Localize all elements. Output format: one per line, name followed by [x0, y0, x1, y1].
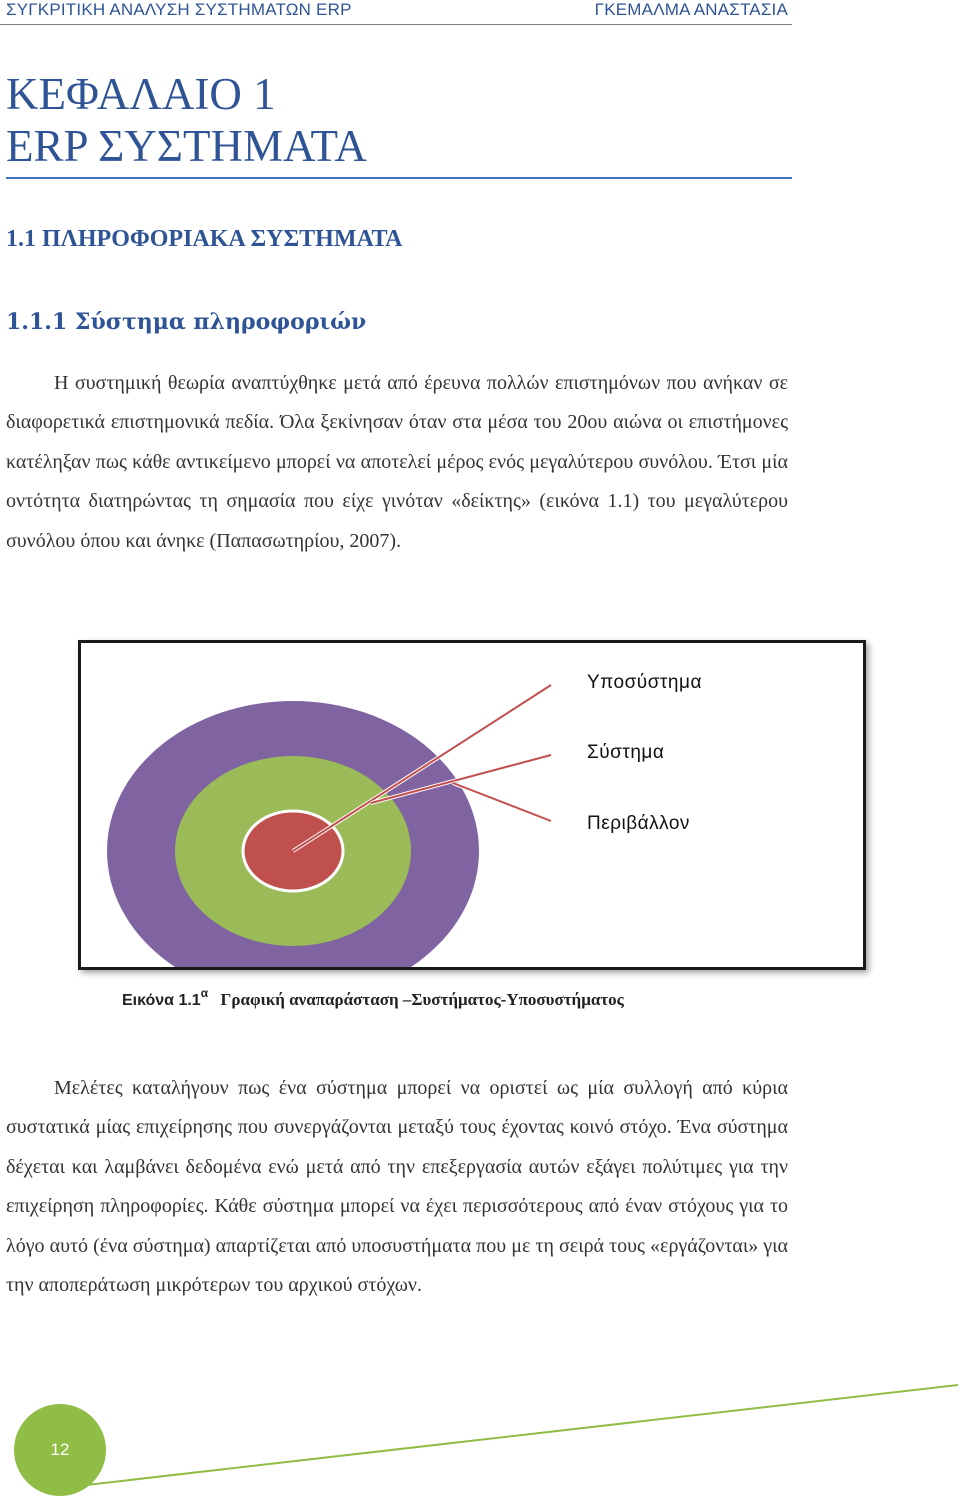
chapter-title: ERP ΣΥΣΤΗΜΑΤΑ [6, 121, 367, 171]
chapter-rule [6, 177, 792, 179]
footer-accent-line [60, 1385, 958, 1488]
caption-prefix: Εικόνα 1.1 [122, 992, 201, 1009]
body-paragraph-1 [6, 364, 788, 561]
label-environment: Περιβάλλον [587, 813, 690, 834]
caption-superscript: α [200, 986, 209, 1000]
running-header-title: ΣΥΓΚΡΙΤΙΚΗ ΑΝΑΛΥΣΗ ΣΥΣΤΗΜΑΤΩΝ ERP [6, 0, 352, 19]
header-divider [0, 24, 792, 25]
paragraph-text: Μελέτες καταλήγουν πως ένα σύστημα μπορεί να οριστεί ως μία συλλογή από κύρια συστατικά μίας επιχείρησης που συνεργάζονται μεταξύ τους έχοντας κοινό στόχο. Ένα σύστημα δέχεται και λαμβάνει δεδομένα ενώ μετά από την επεξεργασία αυτών εξάγει πολύτιμες για την επιχείρηση πληροφορίες. Κάθε σύστημα μπορεί να έχει περισσότερους από έναν στόχους για το λόγο αυτό (ένα σύστημα) απαρτίζεται από υποσυστήματα που με τη σειρά τους «εργάζονται» για την αποπεράτωση μικρότερων του αρχικού στόχων. [6, 1077, 788, 1297]
page-number-badge [14, 1404, 106, 1496]
footer-decoration [0, 1380, 960, 1490]
figure-caption [122, 986, 624, 1010]
chapter-number: ΚΕΦΑΛΑΙΟ 1 [6, 69, 276, 119]
body-paragraph-2 [6, 1069, 788, 1305]
subsection-heading: 1.1.1 Σύστημα πληροφοριών [6, 309, 367, 335]
caption-text: Γραφική αναπαράσταση –Συστήματος-Υποσυστήματος [220, 990, 624, 1009]
section-heading: 1.1 ΠΛΗΡΟΦΟΡΙΑΚΑ ΣΥΣΤΗΜΑΤΑ [6, 226, 403, 252]
label-system: Σύστημα [587, 742, 665, 763]
page-number: 12 [50, 1440, 70, 1459]
paragraph-text: Η συστημική θεωρία αναπτύχθηκε μετά από έρευνα πολλών επιστημόνων που ανήκαν σε διαφορετικά επιστημονικά πεδία. Όλα ξεκίνησαν όταν στα μέσα του 20ου αιώνα οι επιστήμονες κατέληξαν πως κάθε αντικείμενο μπορεί να αποτελεί μέρος ενός μεγαλύτερου συνόλου. Έτσι μία οντότητα διατηρώντας τη σημασία που είχε γινόταν «δείκτης» (εικόνα 1.1) του μεγαλύτερου συνόλου όπου και άνηκε (Παπασωτηρίου, 2007). [6, 372, 788, 552]
system-diagram-figure [78, 640, 866, 970]
concentric-circles-diagram [81, 643, 863, 967]
running-header-author: ΓΚΕΜΑΛΜΑ ΑΝΑΣΤΑΣΙΑ [594, 0, 788, 19]
label-subsystem: Υποσύστημα [587, 672, 702, 693]
